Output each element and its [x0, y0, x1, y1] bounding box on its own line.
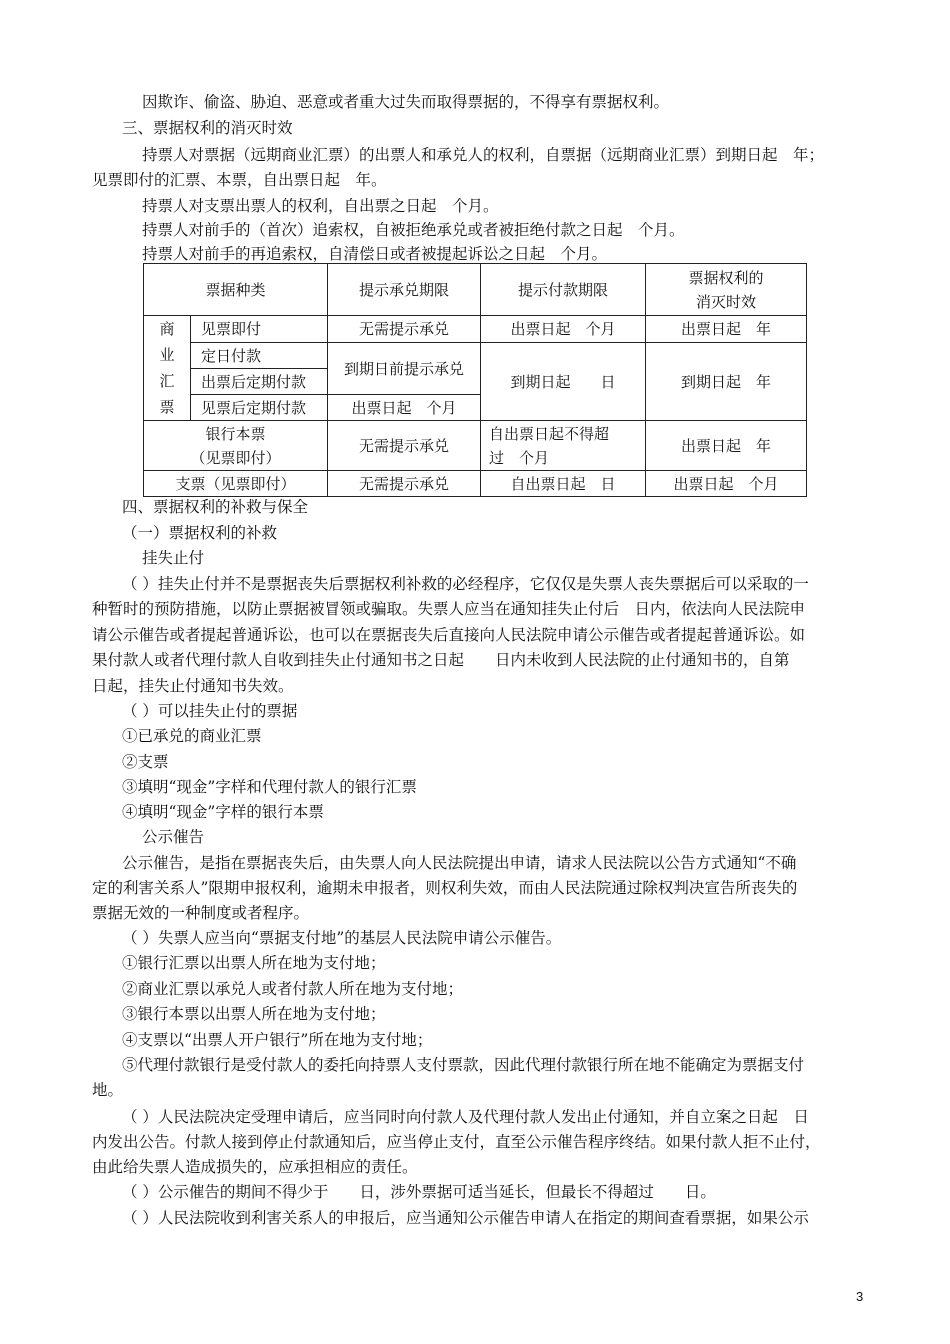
- bill-expiry-table: [143, 263, 807, 497]
- topic-title: 公示催告: [142, 828, 205, 846]
- paragraph: 公示催告，是指在票据丧失后，由失票人向人民法院提出申请，请求人民法院以公告方式通知“不确: [122, 854, 797, 872]
- table-cell: 无需提示承兑: [328, 421, 481, 471]
- list-item: ③银行本票以出票人所在地为支付地；: [122, 1005, 386, 1023]
- list-item: ③填明“现金”字样和代理付款人的银行汇票: [122, 778, 417, 796]
- list-item: ①已承兑的商业汇票: [122, 727, 262, 745]
- table-cell: 出票日起 年: [646, 421, 807, 471]
- list-item: ④支票以“出票人开户银行”所在地为支付地；: [122, 1031, 433, 1049]
- list-title: （ ）可以挂失止付的票据: [122, 702, 298, 720]
- paragraph: 请公示催告或者提起普通诉讼，也可以在票据丧失后直接向人民法院申请公示催告或者提起普通诉讼。如: [92, 626, 806, 644]
- list-title: （ ）失票人应当向“票据支付地”的基层人民法院申请公示催告。: [122, 929, 562, 947]
- list-item: ①银行汇票以出票人所在地为支付地；: [122, 954, 386, 972]
- table-cell: 自出票日起 日: [481, 471, 646, 497]
- list-item: ④填明“现金”字样的银行本票: [122, 803, 324, 821]
- table-header-accept: 提示承兑期限: [328, 264, 481, 316]
- table-header-pay: 提示付款期限: [481, 264, 646, 316]
- paragraph: 种暂时的预防措施，以防止票据被冒领或骗取。失票人应当在通知挂失止付后 日内，依法向人民法院申: [92, 600, 806, 618]
- list-item: ②支票: [122, 753, 169, 771]
- table-cell: 自出票日起不得超 过 个月: [481, 421, 646, 471]
- subsection-heading: （一）票据权利的补救: [122, 524, 278, 542]
- table-header-expire: 票据权利的 消灭时效: [646, 264, 807, 316]
- commercial-bill-label: 商 业 汇 票: [144, 316, 191, 421]
- paragraph: 日起，挂失止付通知书失效。: [92, 677, 294, 695]
- paragraph: 持票人对前手的（首次）追索权，自被拒绝承兑或者被拒绝付款之日起 个月。: [142, 221, 685, 239]
- table-header-type: 票据种类: [144, 264, 328, 316]
- page-number: 3: [856, 1289, 864, 1304]
- paragraph: 定的利害关系人”限期申报权利，逾期未申报者，则权利失效，而由人民法院通过除权判决宣告所丧失的: [92, 879, 798, 897]
- table-cell: 支票（见票即付）: [144, 471, 328, 497]
- table-cell: 定日付款: [191, 343, 328, 369]
- paragraph: 由此给失票人造成损失的，应承担相应的责任。: [92, 1158, 418, 1176]
- table-cell: 出票日起 个月: [481, 316, 646, 343]
- paragraph: （ ）公示催告的期间不得少于 日，涉外票据可适当延长，但最长不得超过 日。: [122, 1183, 716, 1201]
- paragraph: 见票即付的汇票、本票，自出票日起 年。: [92, 171, 387, 189]
- paragraph: （ ）人民法院收到利害关系人的申报后，应当通知公示催告申请人在指定的期间查看票据，如果公示: [122, 1209, 809, 1227]
- table-cell: 见票即付: [191, 316, 328, 343]
- paragraph: 持票人对票据（远期商业汇票）的出票人和承兑人的权利，自票据（远期商业汇票）到期日起 年；: [142, 146, 825, 164]
- paragraph: 内发出公告。付款人接到停止付款通知后，应当停止支付，直至公示催告程序终结。如果付款人拒不止付，: [92, 1133, 821, 1151]
- section-heading-3: 三、票据权利的消灭时效: [122, 119, 293, 137]
- table-cell: 出票日起 个月: [646, 471, 807, 497]
- table-cell: 见票后定期付款: [191, 395, 328, 421]
- paragraph: （ ）人民法院决定受理申请后，应当同时向付款人及代理付款人发出止付通知，并自立案之日起 日: [122, 1108, 809, 1126]
- table-cell: 银行本票 （见票即付）: [144, 421, 328, 471]
- paragraph: 因欺诈、偷盗、胁迫、恶意或者重大过失而取得票据的，不得享有票据权利。: [142, 93, 670, 111]
- list-item: ⑤代理付款银行是受付款人的委托向持票人支付票款，因此代理付款银行所在地不能确定为票据支付: [122, 1056, 805, 1074]
- table-cell: 出票日起 年: [646, 316, 807, 343]
- paragraph: 持票人对支票出票人的权利，自出票之日起 个月。: [142, 197, 499, 215]
- paragraph: 持票人对前手的再追索权，自清偿日或者被提起诉讼之日起 个月。: [142, 245, 608, 263]
- table-cell: 出票后定期付款: [191, 369, 328, 395]
- table-cell: 到期日起 日: [481, 343, 646, 421]
- paragraph: （ ）挂失止付并不是票据丧失后票据权利补救的必经程序，它仅仅是失票人丧失票据后可以采取的一: [122, 575, 809, 593]
- list-item: ②商业汇票以承兑人或者付款人所在地为支付地；: [122, 980, 464, 998]
- paragraph: 果付款人或者代理付款人自收到挂失止付通知书之日起 日内未收到人民法院的止付通知书的，自第: [92, 651, 790, 669]
- table-cell: 到期日前提示承兑: [328, 343, 481, 395]
- table-cell: 出票日起 个月: [328, 395, 481, 421]
- table-cell: 无需提示承兑: [328, 471, 481, 497]
- paragraph: 票据无效的一种制度或者程序。: [92, 904, 310, 922]
- list-item: 地。: [92, 1081, 124, 1099]
- table-cell: 到期日起 年: [646, 343, 807, 421]
- table-cell: 无需提示承兑: [328, 316, 481, 343]
- topic-title: 挂失止付: [142, 549, 205, 567]
- section-heading-4: 四、票据权利的补救与保全: [122, 498, 309, 516]
